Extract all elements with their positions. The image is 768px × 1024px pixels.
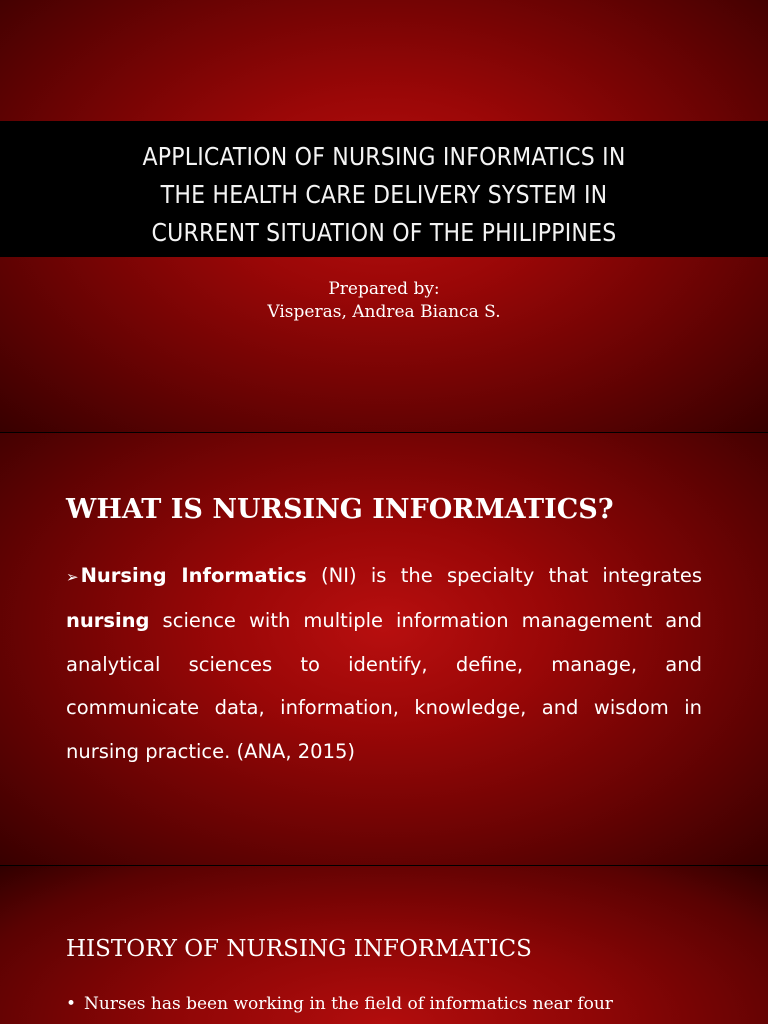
term-nursing: nursing xyxy=(66,609,150,633)
slide-subtitle xyxy=(0,278,768,324)
arrow-bullet-icon: ➢ xyxy=(66,568,79,586)
bullet-dot-icon: • xyxy=(66,994,77,1014)
definition-heading: WHAT IS NURSING INFORMATICS? xyxy=(66,494,614,525)
author-name: Visperas, Andrea Bianca S. xyxy=(267,302,501,322)
prepared-by-label: Prepared by: xyxy=(328,279,440,299)
definition-text-part: science with multiple information management and analytical sciences to identify, define, manage, and communicate data, information, knowledge, and wisdom in nursing practice. (ANA, 2015) xyxy=(66,609,702,763)
history-heading: HISTORY OF NURSING INFORMATICS xyxy=(66,936,532,962)
slide-title-line: CURRENT SITUATION OF THE PHILIPPINES xyxy=(151,218,617,247)
term-nursing-informatics: Nursing Informatics xyxy=(80,564,307,587)
slide-title xyxy=(40,138,728,252)
definition-text-part: (NI) is the specialty that integrates xyxy=(306,564,702,587)
slide-title-line: THE HEALTH CARE DELIVERY SYSTEM IN xyxy=(160,180,608,209)
slide-title-line: APPLICATION OF NURSING INFORMATICS IN xyxy=(142,142,626,171)
history-bullet xyxy=(66,994,613,1014)
history-bullet-text: Nurses has been working in the field of informatics near four xyxy=(84,994,613,1014)
definition-paragraph xyxy=(66,554,702,773)
